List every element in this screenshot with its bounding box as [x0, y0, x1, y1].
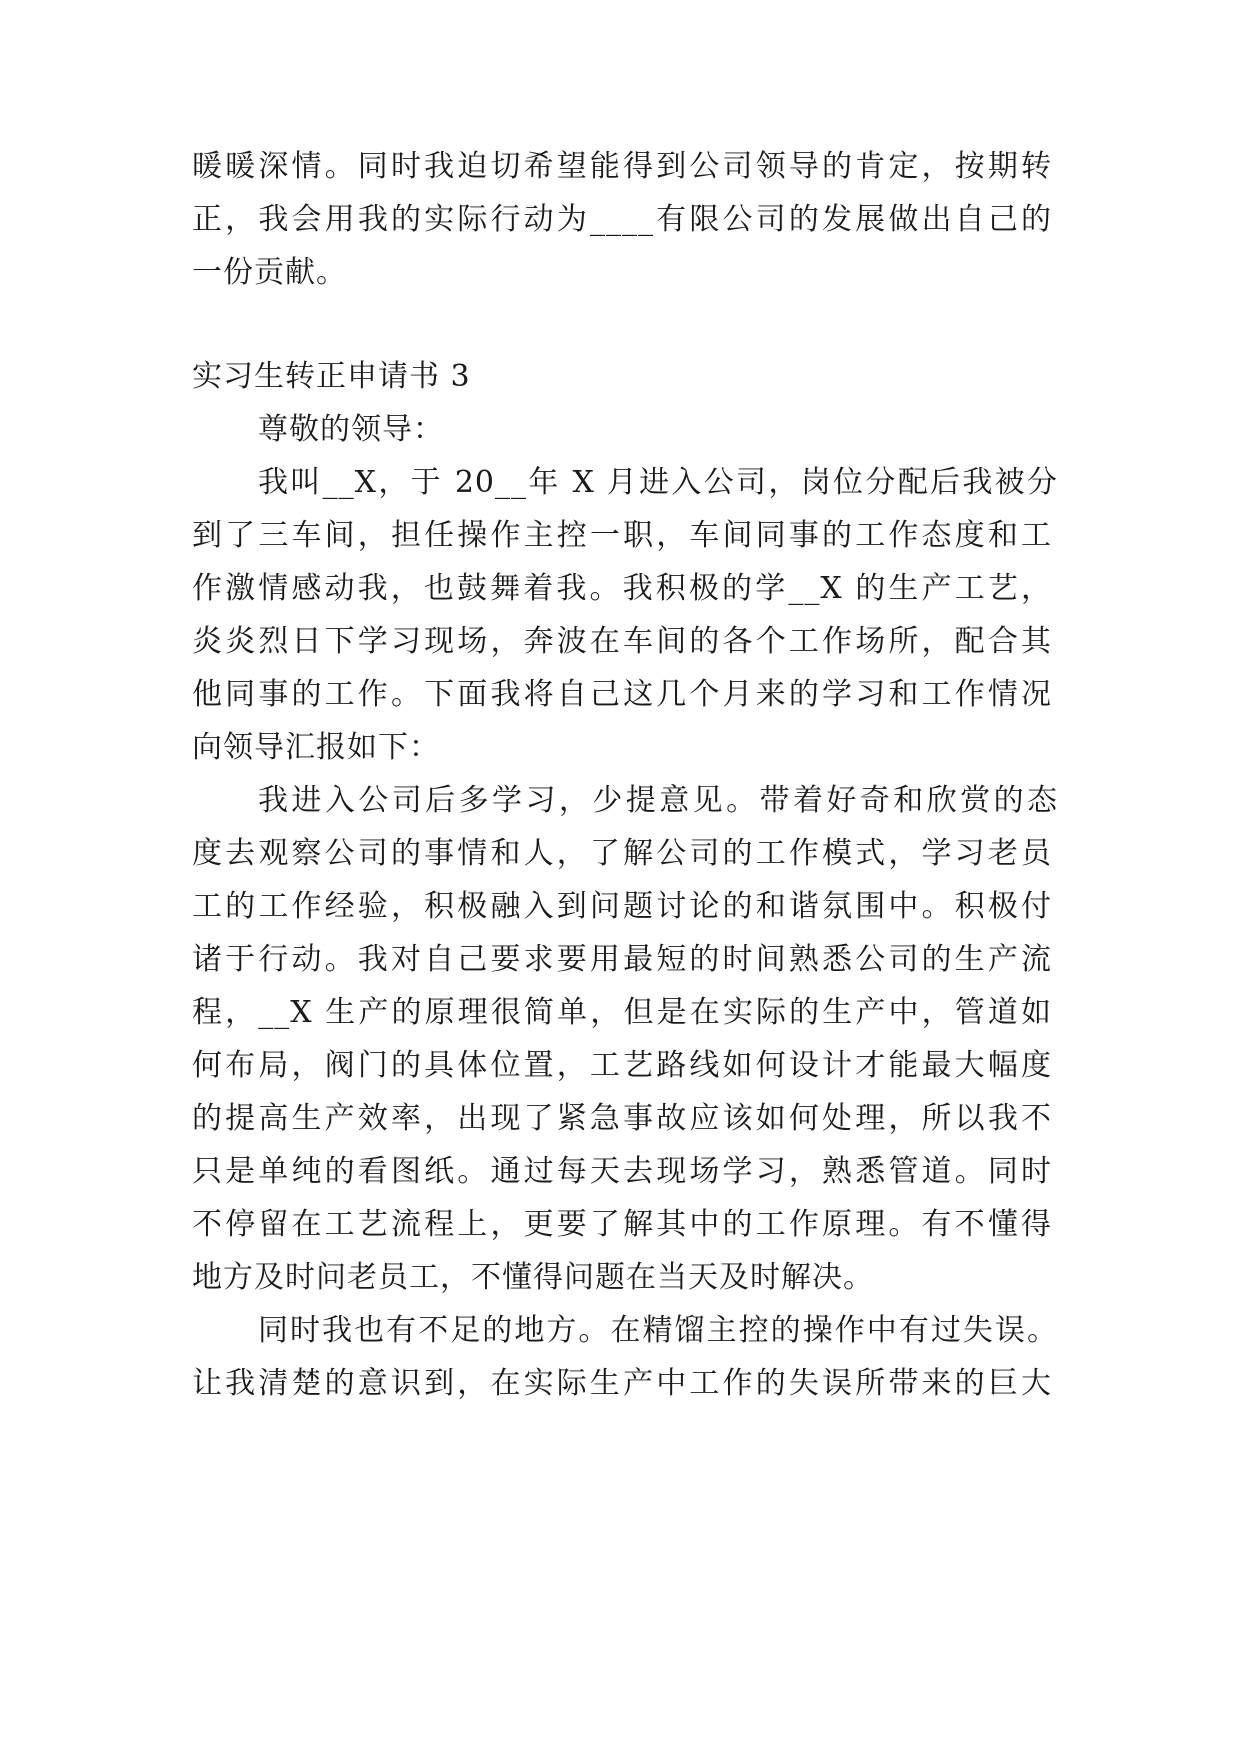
- text-line: 暖暖深情。同时我迫切希望能得到公司领导的肯定，按期转: [192, 149, 1052, 184]
- text-line: 我进入公司后多学习，少提意见。带着好奇和欣赏的态: [258, 783, 1058, 818]
- text-line: 只是单纯的看图纸。通过每天去现场学习，熟悉管道。同时: [192, 1154, 1052, 1189]
- text-line: 诸于行动。我对自己要求要用最短的时间熟悉公司的生产流: [192, 942, 1052, 977]
- text-line: 炎炎烈日下学习现场，奔波在车间的各个工作场所，配合其: [192, 624, 1052, 659]
- text-line: 到了三车间，担任操作主控一职，车间同事的工作态度和工: [192, 518, 1052, 553]
- text-line: 我叫__X，于 20__年 X 月进入公司，岗位分配后我被分: [258, 465, 1058, 500]
- salutation: 尊敬的领导：: [258, 412, 444, 447]
- text-line: 作激情感动我，也鼓舞着我。我积极的学__X 的生产工艺，: [192, 571, 1052, 606]
- text-line: 不停留在工艺流程上，更要了解其中的工作原理。有不懂得: [192, 1207, 1052, 1242]
- text-line: 地方及时问老员工，不懂得问题在当天及时解决。: [192, 1260, 874, 1295]
- text-line: 他同事的工作。下面我将自己这几个月来的学习和工作情况: [192, 677, 1052, 712]
- text-line: 工的工作经验，积极融入到问题讨论的和谐氛围中。积极付: [192, 889, 1052, 924]
- text-line: 何布局，阀门的具体位置，工艺路线如何设计才能最大幅度: [192, 1048, 1052, 1083]
- text-line: 让我清楚的意识到，在实际生产中工作的失误所带来的巨大: [192, 1366, 1052, 1401]
- text-line: 程，__X 生产的原理很简单，但是在实际的生产中，管道如: [192, 995, 1052, 1030]
- text-line: 正，我会用我的实际行动为____有限公司的发展做出自己的: [192, 202, 1052, 237]
- text-line: 同时我也有不足的地方。在精馏主控的操作中有过失误。: [258, 1313, 1058, 1348]
- text-line: 向领导汇报如下：: [192, 730, 440, 765]
- text-line: 度去观察公司的事情和人，了解公司的工作模式，学习老员: [192, 836, 1052, 871]
- section-title: 实习生转正申请书 3: [192, 359, 471, 394]
- text-line: 一份贡献。: [192, 255, 347, 290]
- text-line: 的提高生产效率，出现了紧急事故应该如何处理，所以我不: [192, 1101, 1052, 1136]
